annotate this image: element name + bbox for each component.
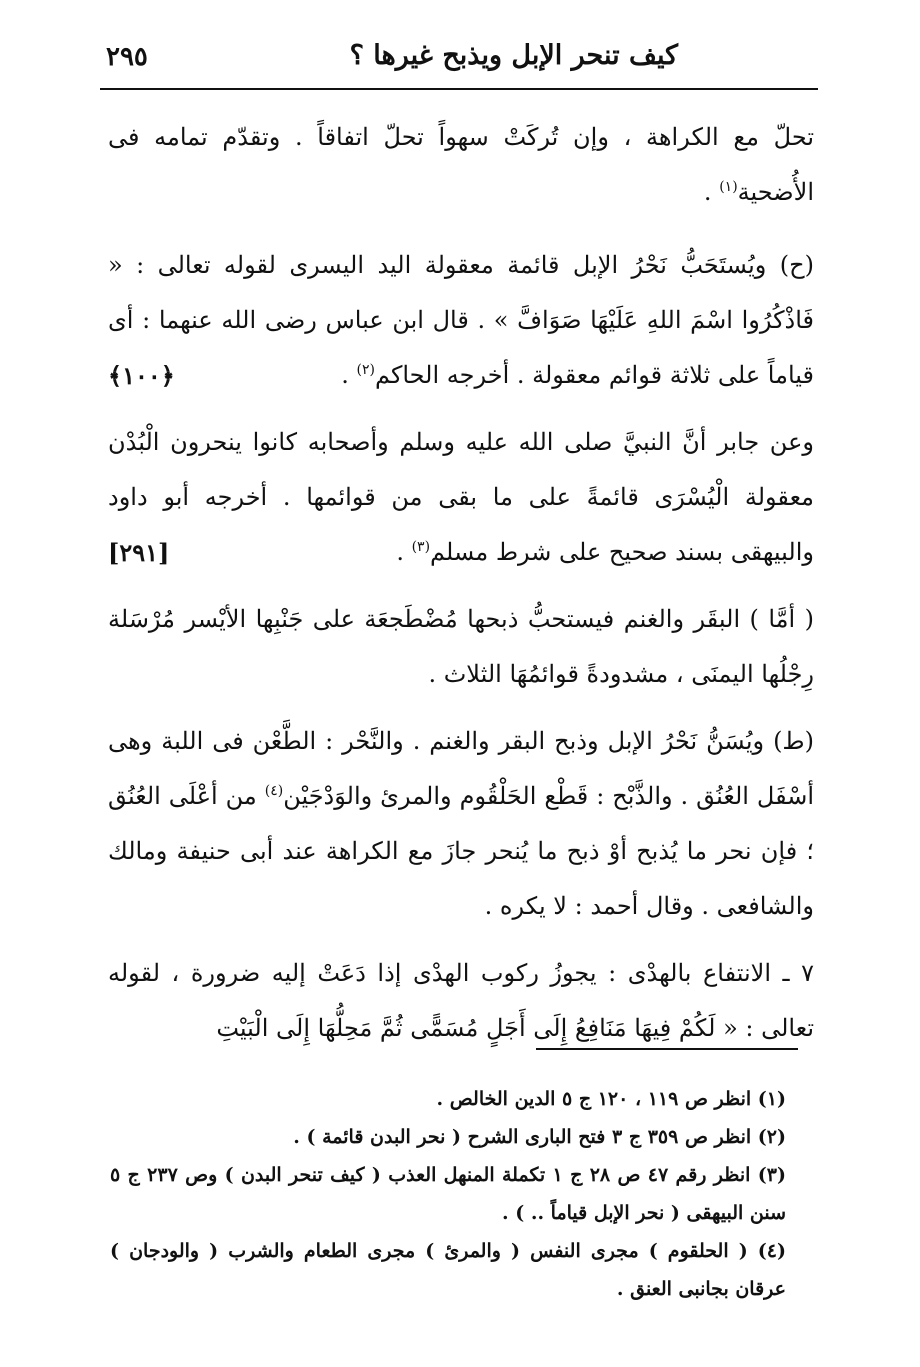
footnote-ref-2: (٢) — [356, 362, 375, 378]
footnotes — [110, 1080, 816, 1308]
footnote-ref-3: (٣) — [411, 539, 431, 555]
footnote-1: (١) انظر ص ١١٩ ، ١٢٠ ج ٥ الدين الخالص . — [436, 1088, 786, 1110]
header-rule — [100, 88, 818, 90]
hadith-number-tag: [٢٩١] — [108, 538, 170, 567]
main-text — [108, 110, 814, 1068]
running-header — [100, 38, 818, 86]
footnote-4: (٤) ( الحلقوم ) مجرى النفس ( والمرئ ) مجرى الطعام والشرب ( والودجان ) عرقان بجانبى العنق . — [110, 1240, 786, 1300]
paragraph-5-text-b: من أعْلَى العُنُق ؛ فإن نحر ما يُذبح أوْ ذبح ما يُنحر جازَ مع الكراهة عند أبى حنيفة ومالك والشافعى . وقال أحمد : لا يكره . — [108, 782, 814, 920]
paragraph-1-end: . — [703, 178, 720, 206]
paragraph-3 — [108, 415, 814, 580]
paragraph-2-text: (ح) ويُستَحَبُّ نَحْرُ الإبل قائمة معقولة اليد اليسرى لقوله تعالى : « فَاذْكُرُوا اسْمَ اللهِ عَلَيْهَا صَوَافَّ » . قال ابن عباس رضى الله عنهما : أى قياماً على ثلاثة قوائم معقولة . أخرجه الحاكم — [108, 251, 814, 389]
paragraph-5 — [108, 714, 814, 934]
paragraph-2 — [108, 238, 814, 403]
footnote-ref-1: (١) — [719, 179, 738, 195]
paragraph-4: ( أمَّا ) البقَر والغنم فيستحبُّ ذبحها مُضْطَجعَة على جَنْبِها الأيْسر مُرْسَلة رِجْلُها اليمنَى ، مشدودةً قوائمُهَا الثلاث . — [108, 605, 814, 688]
paragraph-3-end: . — [396, 538, 412, 566]
hadith-number-tag: ﴿١٠٠﴾ — [108, 361, 175, 390]
paragraph-1 — [108, 110, 814, 220]
paragraph-3-text: وعن جابر أنَّ النبيَّ صلى الله عليه وسلم وأصحابه كانوا ينحرون الْبُدْن معقولة الْيُسْرَى قائمةً على ما بقى من قوائمها . أخرجه أبو داود والبيهقى بسند صحيح على شرط مسلم — [108, 428, 814, 566]
footnote-separator — [536, 1048, 798, 1050]
header-title: كيف تنحر الإبل ويذبح غيرها ؟ — [349, 40, 678, 71]
paragraph-5-text-a: (ط) ويُسَنُّ نَحْرُ الإبل وذبح البقر والغنم . والنَّحْر : الطَّعْن فى اللبة وهى أسْفَل العُنُق . والذَّبْح : قَطْع الحَلْقُوم والمرئ والوَدْجَيْن — [108, 727, 814, 810]
footnote-ref-4: (٤) — [264, 783, 284, 799]
paragraph-6: ٧ ـ الانتفاع بالهدْى : يجوزُ ركوب الهدْى إذا دَعَتْ إليه ضرورة ، لقوله تعالى : « لَكُمْ فِيهَا مَنَافِعُ إِلَى أَجَلٍ مُسَمًّى ثُمَّ مَحِلُّهَا إِلَى الْبَيْتِ — [108, 959, 814, 1042]
paragraph-1-text: تحلّ مع الكراهة ، وإن تُركَتْ سهواً تحلّ اتفاقاً . وتقدّم تمامه فى الأُضحية — [108, 123, 814, 206]
footnote-2: (٢) انظر ص ٣٥٩ ج ٣ فتح البارى الشرح ( نحر البدن قائمة ) . — [293, 1126, 786, 1148]
page-number: ٢٩٥ — [106, 42, 148, 72]
footnote-3: (٣) انظر رقم ٤٧ ص ٢٨ ج ١ تكملة المنهل العذب ( كيف تنحر البدن ) وص ٢٣٧ ج ٥ سنن البيهقى ( نحر الإبل قياماً .. ) . — [110, 1164, 786, 1224]
paragraph-2-end: . — [341, 361, 357, 389]
